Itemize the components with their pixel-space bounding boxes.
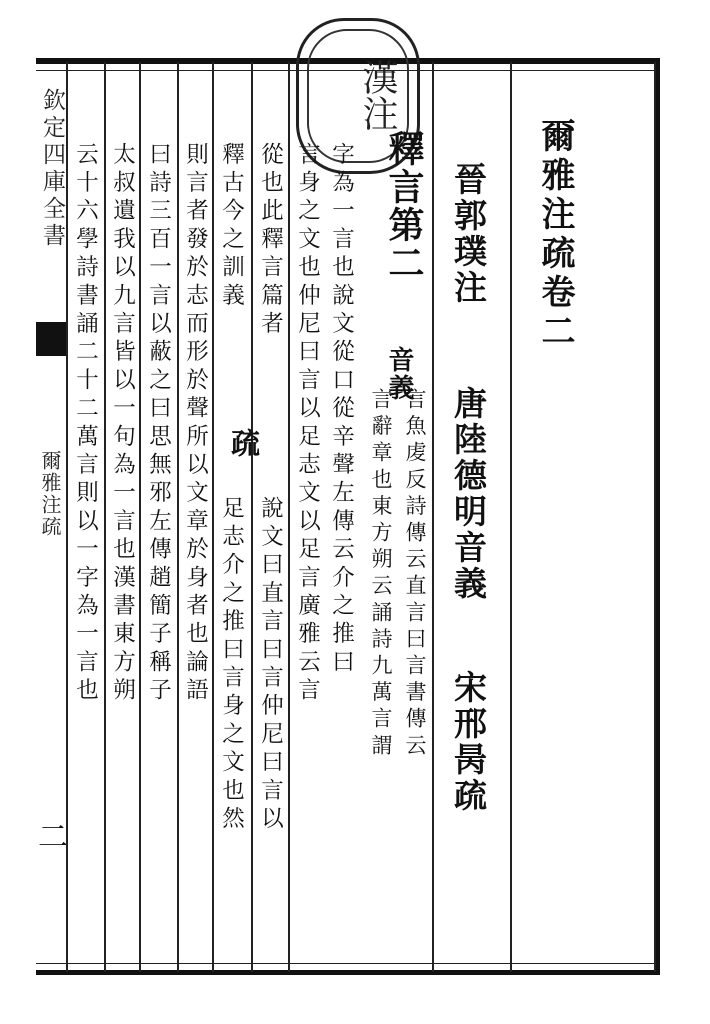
- text-column-7: 則言者發於志而形於聲所以文章於身者也論語: [182, 142, 209, 706]
- text-column-3: 字為一言也說文從口從辛聲左傳云介之推曰: [328, 142, 355, 678]
- shu-label: 疏: [227, 428, 261, 457]
- margin-book-title: 爾雅注疏: [38, 450, 62, 538]
- column-rule: [177, 62, 179, 972]
- chapter-title: 釋言第二: [383, 130, 425, 282]
- frame-bottom-border: [36, 970, 660, 975]
- page-number: 二: [38, 820, 70, 855]
- author-jin: 晉郭璞注: [449, 162, 488, 306]
- column-rule: [139, 62, 141, 972]
- column-rule: [212, 62, 214, 972]
- text-column-5a: 從也此釋言篇者: [257, 142, 284, 340]
- column-rule: [654, 62, 656, 972]
- text-column-10: 云十六學詩書誦二十二萬言則以一字為一言也: [72, 142, 99, 706]
- column-rule: [432, 62, 434, 972]
- text-column-9: 太叔遺我以九言皆以一句為一言也漢書東方朔: [109, 142, 136, 706]
- seal-text: 漢注: [357, 59, 398, 131]
- margin-collection-title: 欽定四庫全書: [39, 88, 65, 250]
- text-column-8: 曰詩三百一言以蔽之曰思無邪左傳趙簡子稱子: [145, 142, 172, 706]
- text-column-6b: 足志介之推曰言身之文也然: [218, 496, 245, 835]
- author-tang: 唐陸德明音義: [449, 386, 488, 602]
- text-column-note-2: 言辭章也東方朔云誦詩九萬言謂: [369, 388, 393, 761]
- column-rule: [510, 62, 512, 972]
- text-column-6a: 釋古今之訓義: [218, 142, 245, 312]
- column-rule: [104, 62, 106, 972]
- author-song: 宋邢昺疏: [449, 670, 488, 814]
- yinyi-label: 音義: [384, 346, 414, 402]
- column-rule: [251, 62, 253, 972]
- fold-black-tab: [36, 322, 66, 356]
- text-column-4: 言身之文也仲尼曰言以足志文以足言廣雅云言: [294, 142, 321, 706]
- text-column-note-1: 言魚䖍反詩傳云直言曰言書傳云: [403, 388, 427, 761]
- text-column-5b: 說文曰直言曰言仲尼曰言以: [257, 496, 284, 835]
- column-rule: [288, 62, 290, 972]
- book-title: 爾雅注疏卷二: [535, 118, 575, 352]
- frame-bottom-inner-line: [36, 963, 660, 964]
